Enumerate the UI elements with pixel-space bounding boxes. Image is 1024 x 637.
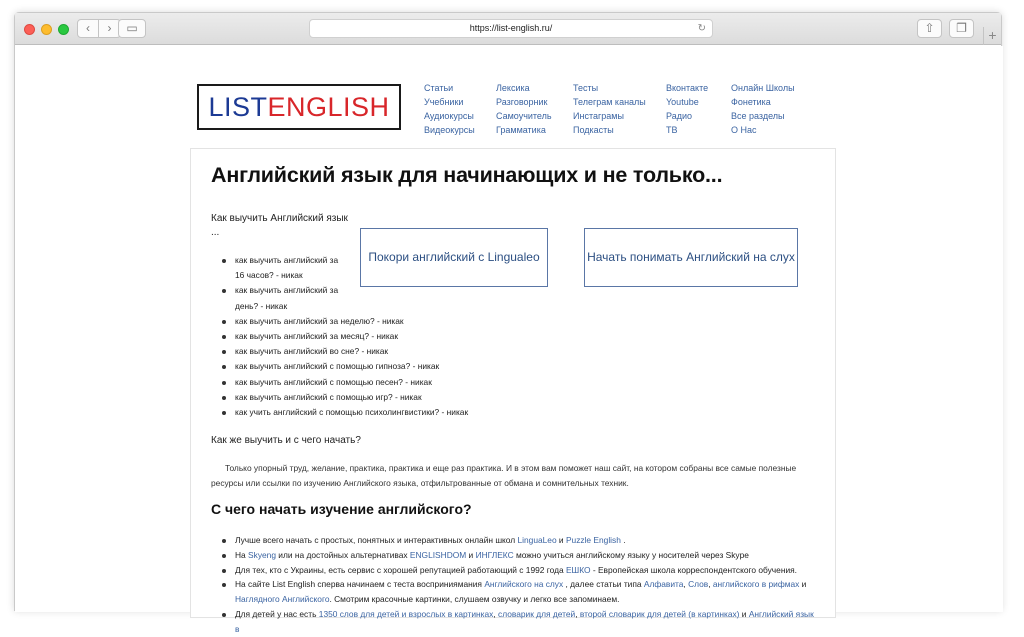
close-window-button[interactable]: [24, 24, 35, 35]
how-to-learn-heading: Как выучить Английский язык: [211, 213, 348, 224]
list-item: На сайте List English сперва начинаем с теста восприниямания Английского на слух , далее статьи типа Алфавита, Слов, английского в рифмах и Наглядного Английского. Смотрим красочные картинки, слушаем озвучку и легко все запоминаем.: [219, 577, 819, 607]
link-ingleks[interactable]: ИНГЛЕКС: [475, 549, 514, 560]
list-item: На Skyeng или на достойных альтернативах ENGLISHDOM и ИНГЛЕКС можно учиться английскому языку у носителей через Skype: [219, 548, 819, 563]
link-skyeng[interactable]: Skyeng: [248, 549, 276, 560]
nav-column-4: [666, 81, 708, 137]
list-item: как выучить английский с помощью гипноза? - никак: [219, 359, 468, 374]
url-text: https://list-english.ru/: [469, 23, 553, 33]
chevron-right-icon: ›: [107, 21, 112, 35]
nav-link-articles[interactable]: Статьи: [424, 83, 454, 93]
lingualeo-cta-button[interactable]: Покори английский с Lingualeo: [360, 228, 548, 287]
link-1350-words[interactable]: 1350 слов для детей и взрослых в картинках: [318, 608, 494, 619]
nav-column-3: [573, 81, 646, 137]
nav-link-audio-courses[interactable]: Аудиокурсы: [424, 111, 474, 121]
main-content-card: [190, 148, 836, 634]
tab-overview-button[interactable]: [949, 19, 974, 38]
browser-window: [14, 12, 1002, 634]
list-item: как выучить английский с помощью песен? - никак: [219, 375, 468, 390]
address-bar[interactable]: [309, 19, 713, 38]
zoom-window-button[interactable]: [58, 24, 69, 35]
how-to-learn-list: [219, 253, 468, 420]
link-eshko[interactable]: ЕШКО: [565, 564, 591, 575]
nav-link-youtube[interactable]: Youtube: [666, 97, 699, 107]
tabs-icon: ❐: [956, 21, 967, 35]
list-item: как выучить английский за неделю? - никак: [219, 314, 468, 329]
list-item: как выучить английский за день? - никак: [219, 283, 468, 313]
nav-link-telegram[interactable]: Телеграм каналы: [573, 97, 646, 107]
link-kids-dictionary[interactable]: словарик для детей: [498, 608, 576, 619]
share-icon: ⇧: [924, 21, 935, 35]
ellipsis-text: ...: [211, 227, 220, 238]
list-item: как выучить английский за 16 часов? - никак: [219, 253, 468, 283]
link-second-kids-dictionary[interactable]: второй словарик для детей (в картинках): [579, 608, 740, 619]
list-item: как выучить английский во сне? - никак: [219, 344, 468, 359]
minimize-window-button[interactable]: [41, 24, 52, 35]
list-item: как выучить английский за месяц? - никак: [219, 329, 468, 344]
link-english-rhymes[interactable]: английского в рифмах: [712, 579, 800, 590]
list-item: как выучить английский с помощью игр? - никак: [219, 390, 468, 405]
reload-icon[interactable]: ↻: [697, 23, 706, 34]
begin-learning-heading: С чего начать изучение английского?: [211, 501, 472, 517]
link-english-in[interactable]: Английский язык в: [235, 608, 814, 634]
nav-link-tests[interactable]: Тесты: [573, 83, 599, 93]
link-alphabet[interactable]: Алфавита: [643, 579, 684, 590]
nav-link-online-schools[interactable]: Онлайн Школы: [731, 83, 795, 93]
link-visual-english[interactable]: Наглядного Английского: [235, 594, 330, 605]
logo-part-list: LIST: [208, 92, 268, 122]
where-to-start-heading: Как же выучить и с чего начать?: [211, 435, 361, 446]
intro-paragraph: Только упорный труд, желание, практика, практика и еще раз практика. И в этом вам поможет наш сайт, на котором собраны все самые полезные ресурсы или ссылки по изучению Английского языка, отфильтрованные от обмана и сомнительных техник.: [211, 463, 797, 488]
nav-column-1: [424, 81, 475, 137]
link-puzzle-english[interactable]: Puzzle English: [565, 535, 621, 545]
sidebar-icon: ▭: [126, 21, 138, 35]
plus-icon: +: [988, 27, 997, 43]
nav-link-all-sections[interactable]: Все разделы: [731, 111, 785, 121]
nav-link-podcasts[interactable]: Подкасты: [573, 125, 614, 135]
list-item: как учить английский с помощью психолингвистики? - никак: [219, 405, 468, 420]
browser-toolbar: [15, 13, 1001, 45]
sidebar-toggle-button[interactable]: [118, 19, 146, 38]
nav-link-radio[interactable]: Радио: [666, 111, 692, 121]
nav-link-about[interactable]: О Нас: [731, 125, 757, 135]
link-lingualeo[interactable]: LinguaLeo: [517, 535, 557, 545]
nav-link-video-courses[interactable]: Видеокурсы: [424, 125, 475, 135]
link-listening-test[interactable]: Английского на слух: [484, 579, 564, 590]
start-learning-list: [219, 533, 819, 637]
nav-column-5: [731, 81, 795, 137]
link-words[interactable]: Слов: [688, 579, 709, 590]
new-tab-button[interactable]: [983, 27, 1001, 45]
web-page: [15, 46, 1003, 634]
nav-link-grammar[interactable]: Грамматика: [496, 125, 546, 135]
list-item: Для тех, кто с Украины, есть сервис с хорошей репутацией работающий с 1992 года ЕШКО - Европейская школа корреспондентского обучения.: [219, 563, 819, 578]
nav-link-tv[interactable]: ТВ: [666, 125, 678, 135]
page-title: Английский язык для начинающих и не только...: [211, 163, 723, 187]
nav-link-vkontakte[interactable]: Вконтакте: [666, 83, 709, 93]
nav-link-phonetics[interactable]: Фонетика: [731, 97, 771, 107]
site-logo[interactable]: [197, 84, 401, 130]
nav-link-self-study[interactable]: Самоучитель: [496, 111, 552, 121]
chevron-left-icon: ‹: [86, 21, 90, 35]
nav-link-vocabulary[interactable]: Лексика: [496, 83, 530, 93]
nav-link-phrasebook[interactable]: Разговорник: [496, 97, 548, 107]
back-button[interactable]: [77, 19, 99, 38]
nav-link-instagram[interactable]: Инстаграмы: [573, 111, 624, 121]
link-englishdom[interactable]: ENGLISHDOM: [409, 549, 467, 560]
share-button[interactable]: [917, 19, 942, 38]
logo-part-english: ENGLISH: [267, 92, 390, 122]
nav-column-2: [496, 81, 552, 137]
list-item: Лучше всего начать с простых, понятных и интерактивных онлайн школ LinguaLeo и Puzzle English .: [219, 533, 819, 548]
nav-link-textbooks[interactable]: Учебники: [424, 97, 464, 107]
listening-cta-button[interactable]: Начать понимать Английский на слух: [584, 228, 798, 287]
list-item: Для детей у нас есть 1350 слов для детей и взрослых в картинках, словарик для детей, второй словарик для детей (в картинках) и Английский язык в: [219, 607, 819, 637]
